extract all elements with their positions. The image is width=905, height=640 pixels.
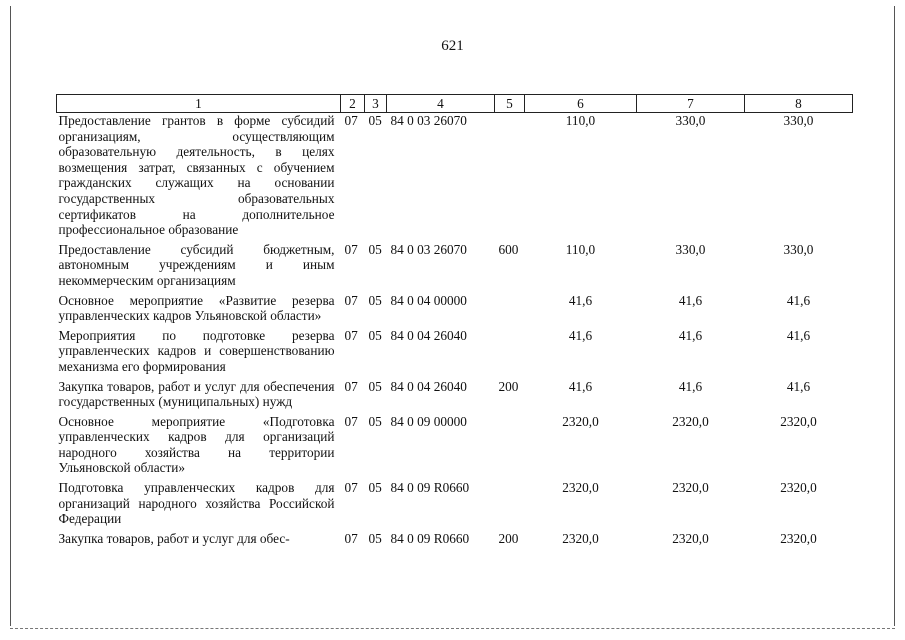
row-expense-type: 600 bbox=[498, 241, 519, 257]
row-section: 07 bbox=[344, 530, 358, 546]
row-name: Закупка товаров, работ и услуг для обес- bbox=[58, 530, 290, 546]
row-name: Подготовка управленческих кадров для организаций народного хозяйства Российской Федерации bbox=[58, 480, 335, 527]
row-section: 07 bbox=[344, 241, 358, 257]
header-col-5: 5 bbox=[495, 95, 525, 113]
row-value-col6: 110,0 bbox=[565, 113, 596, 128]
table-row bbox=[57, 113, 853, 242]
row-subsection: 05 bbox=[368, 327, 382, 343]
row-section: 07 bbox=[344, 378, 358, 394]
row-target-code: 84 0 09 00000 bbox=[390, 413, 467, 429]
row-target-code: 84 0 09 R0660 bbox=[390, 530, 470, 546]
header-col-7: 7 bbox=[637, 95, 745, 113]
row-target-code: 84 0 04 26040 bbox=[390, 378, 467, 394]
row-subsection: 05 bbox=[368, 241, 382, 257]
row-value-col7: 41,6 bbox=[678, 327, 703, 343]
row-name: Закупка товаров, работ и услуг для обеспечения государственных (муниципальных) нужд bbox=[58, 378, 335, 410]
row-section: 07 bbox=[344, 113, 358, 128]
row-value-col7: 41,6 bbox=[678, 378, 703, 394]
row-value-col7: 2320,0 bbox=[672, 413, 709, 429]
budget-table bbox=[56, 94, 853, 546]
table-row bbox=[57, 414, 853, 480]
row-value-col6: 41,6 bbox=[568, 327, 593, 343]
table-row bbox=[57, 293, 853, 328]
page-border-right bbox=[894, 6, 895, 626]
row-value-col8: 41,6 bbox=[786, 292, 811, 308]
row-subsection: 05 bbox=[368, 113, 382, 128]
header-col-2: 2 bbox=[341, 95, 365, 113]
row-value-col6: 2320,0 bbox=[562, 480, 599, 496]
row-value-col8: 41,6 bbox=[786, 378, 811, 394]
row-section: 07 bbox=[344, 413, 358, 429]
row-section: 07 bbox=[344, 327, 358, 343]
row-target-code: 84 0 03 26070 bbox=[390, 241, 467, 257]
row-expense-type bbox=[495, 293, 525, 328]
row-value-col6: 41,6 bbox=[568, 292, 593, 308]
row-value-col7: 330,0 bbox=[675, 113, 706, 128]
page-border-bottom bbox=[10, 628, 895, 629]
row-expense-type bbox=[495, 480, 525, 531]
row-name: Основное мероприятие «Развитие резерва управленческих кадров Ульяновской области» bbox=[58, 292, 335, 324]
row-name: Основное мероприятие «Подготовка управленческих кадров для организаций народного хозяйства на территории Ульяновской области» bbox=[58, 413, 335, 476]
row-target-code: 84 0 09 R0660 bbox=[390, 480, 470, 496]
header-row bbox=[57, 95, 853, 113]
row-value-col6: 41,6 bbox=[568, 378, 593, 394]
table-row bbox=[57, 480, 853, 531]
row-name: Предоставление субсидий бюджетным, автономным учреждениям и иным некоммерческим организациям bbox=[58, 241, 335, 288]
row-value-col8: 330,0 bbox=[783, 241, 814, 257]
table-row bbox=[57, 531, 853, 547]
row-target-code: 84 0 03 26070 bbox=[390, 113, 467, 128]
row-subsection: 05 bbox=[368, 480, 382, 496]
row-value-col6: 2320,0 bbox=[562, 530, 599, 546]
row-value-col8: 2320,0 bbox=[780, 530, 817, 546]
row-value-col7: 330,0 bbox=[675, 241, 706, 257]
row-value-col8: 41,6 bbox=[786, 327, 811, 343]
row-expense-type bbox=[495, 328, 525, 379]
row-section: 07 bbox=[344, 480, 358, 496]
table-row bbox=[57, 379, 853, 414]
row-expense-type: 200 bbox=[498, 530, 519, 546]
table-body bbox=[57, 113, 853, 547]
row-expense-type bbox=[495, 113, 525, 242]
row-value-col8: 2320,0 bbox=[780, 480, 817, 496]
header-col-3: 3 bbox=[365, 95, 387, 113]
row-value-col7: 41,6 bbox=[678, 292, 703, 308]
row-value-col6: 110,0 bbox=[565, 241, 596, 257]
row-section: 07 bbox=[344, 292, 358, 308]
row-target-code: 84 0 04 00000 bbox=[390, 292, 467, 308]
table-row bbox=[57, 328, 853, 379]
row-subsection: 05 bbox=[368, 378, 382, 394]
row-expense-type bbox=[495, 414, 525, 480]
row-value-col8: 330,0 bbox=[783, 113, 814, 128]
page-number: 621 bbox=[441, 38, 464, 54]
table-header bbox=[57, 95, 853, 113]
page-border-left bbox=[10, 6, 11, 626]
row-name: Предоставление грантов в форме субсидий организациям, осуществляющим образовательную деятельность, в целях возмещения затрат, связанных с обучением гражданских служащих на основании государственных образовательных сертификатов на дополнительное профессиональное образование bbox=[58, 113, 335, 238]
row-name: Мероприятия по подготовке резерва управленческих кадров и совершенствованию механизма его формирования bbox=[58, 327, 335, 374]
row-subsection: 05 bbox=[368, 530, 382, 546]
row-target-code: 84 0 04 26040 bbox=[390, 327, 467, 343]
row-value-col8: 2320,0 bbox=[780, 413, 817, 429]
row-value-col7: 2320,0 bbox=[672, 480, 709, 496]
row-subsection: 05 bbox=[368, 292, 382, 308]
header-col-8: 8 bbox=[745, 95, 853, 113]
header-col-6: 6 bbox=[525, 95, 637, 113]
row-value-col7: 2320,0 bbox=[672, 530, 709, 546]
row-subsection: 05 bbox=[368, 413, 382, 429]
row-value-col6: 2320,0 bbox=[562, 413, 599, 429]
header-col-1: 1 bbox=[57, 95, 341, 113]
table-row bbox=[57, 242, 853, 293]
row-expense-type: 200 bbox=[498, 378, 519, 394]
header-col-4: 4 bbox=[387, 95, 495, 113]
